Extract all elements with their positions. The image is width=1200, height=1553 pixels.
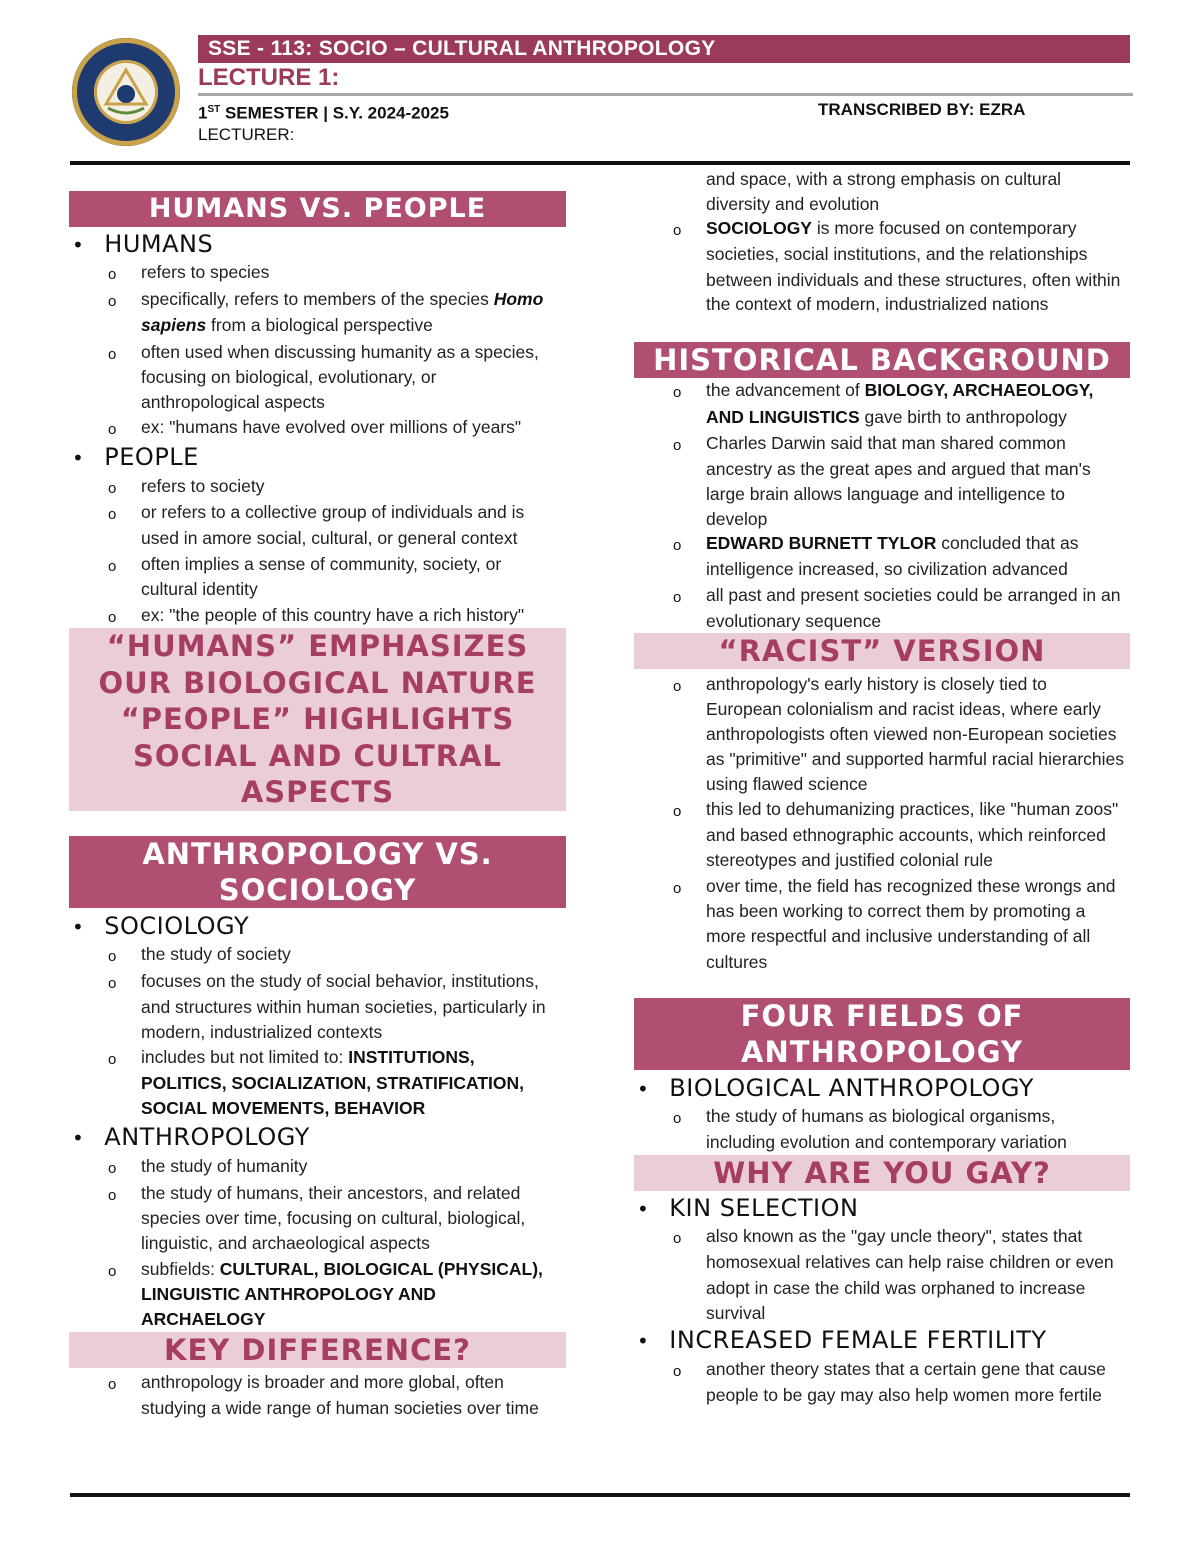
list-item [141,1257,543,1283]
header-line: ANTHROPOLOGY [741,1035,1023,1069]
circle-bullet-icon: o [108,948,117,965]
bullet-anthropology [72,1122,310,1153]
list-item: often implies a sense of community, society, or [141,554,502,574]
list-item-cont: develop [706,509,768,529]
list-item-cont: linguistic, and archaeological aspects [141,1233,430,1253]
bullet-icon: • [637,1329,650,1353]
text: specifically, refers to members of the species [141,289,494,309]
header-line: SOCIOLOGY [218,873,417,907]
lecturer-label: LECTURER: [198,125,295,144]
list-item-cont [141,1282,436,1308]
list-item-cont: using flawed science [706,774,868,794]
list-item-cont: between individuals and these structures, often within [706,270,1121,290]
bullet-label: ANTHROPOLOGY [104,1123,310,1151]
italic-term: sapiens [141,315,207,335]
list-item-cont: evolutionary sequence [706,611,882,631]
list-item-cont [141,1096,425,1122]
circle-bullet-icon: o [108,609,117,626]
circle-bullet-icon: o [108,1376,117,1393]
list-item-cont: modern, industrialized contexts [141,1022,383,1042]
bold-term: POLITICS, SOCIALIZATION, STRATIFICATION, [141,1073,525,1093]
list-item [706,378,1093,404]
circle-bullet-icon: o [108,266,117,283]
list-item-cont: and space, with a strong emphasis on cultural [706,169,1062,189]
list-item-cont: European colonialism and racist ideas, where early [706,699,1101,719]
semester-suffix: ST [207,104,221,115]
bullet-humans [72,229,213,260]
bullet-icon: • [72,915,85,939]
bold-term: INSTITUTIONS, [348,1047,475,1067]
list-item-cont: ancestry as the great apes and argued that man's [706,459,1091,479]
list-item-cont: societies, social institutions, and the relationships [706,244,1088,264]
transcriber: TRANSCRIBED BY: EZRA [818,100,1026,119]
list-item: refers to society [141,476,265,496]
text: concluded that as [936,533,1079,553]
list-item-cont: homosexual relatives can help raise children or even [706,1252,1114,1272]
list-item-cont: adopt in case the child was orphaned to increase [706,1278,1086,1298]
text: is more focused on contemporary [811,218,1077,238]
callout-line: “PEOPLE” HIGHLIGHTS [120,702,515,737]
header-divider [198,93,1133,96]
list-item: also known as the "gay uncle theory", states that [706,1226,1083,1246]
list-item-cont: the context of modern, industrialized nations [706,294,1049,314]
circle-bullet-icon: o [673,678,682,695]
bullet-label: PEOPLE [104,443,199,471]
circle-bullet-icon: o [108,1187,117,1204]
circle-bullet-icon: o [673,1230,682,1247]
list-item-cont: including evolution and contemporary variation [706,1132,1067,1152]
circle-bullet-icon: o [108,1160,117,1177]
bullet-icon: • [72,446,85,470]
bullet-biological-anthropology [637,1073,1034,1104]
section-header-anthropology-vs-sociology [69,836,566,908]
circle-bullet-icon: o [108,975,117,992]
list-item-cont: people to be gay may also help women more fertile [706,1385,1102,1405]
header-line: FOUR FIELDS OF [740,999,1024,1033]
list-item: all past and present societies could be arranged in an [706,585,1121,605]
bullet-icon: • [72,233,85,257]
circle-bullet-icon: o [673,803,682,820]
list-item: the study of humans as biological organisms, [706,1106,1056,1126]
circle-bullet-icon: o [673,537,682,554]
organization-seal-logo [72,38,180,146]
circle-bullet-icon: o [673,384,682,401]
list-item: often used when discussing humanity as a species, [141,342,539,362]
list-item-cont: and structures within human societies, particularly in [141,997,546,1017]
bold-term: SOCIAL MOVEMENTS, BEHAVIOR [141,1098,426,1118]
list-item-cont: cultures [706,952,768,972]
bottom-divider [70,1493,1130,1497]
list-item [706,216,1077,242]
bold-term: ARCHAELOGY [141,1309,266,1329]
circle-bullet-icon: o [673,1363,682,1380]
text: gave birth to anthropology [859,407,1067,427]
circle-bullet-icon: o [108,1051,117,1068]
semester-text: SEMESTER | S.Y. 2024-2025 [220,103,449,123]
list-item: focuses on the study of social behavior, institutions, [141,971,539,991]
lecture-title: LECTURE 1: [198,64,340,91]
section-header-four-fields [634,998,1130,1070]
text: subfields: [141,1259,220,1279]
circle-bullet-icon: o [108,1263,117,1280]
bullet-people [72,442,199,473]
list-item-cont [141,1071,524,1097]
text: includes but not limited to: [141,1047,349,1067]
bullet-increased-female-fertility [637,1325,1047,1356]
list-item: this led to dehumanizing practices, like "human zoos" [706,799,1119,819]
list-item: over time, the field has recognized these wrongs and [706,876,1116,896]
callout-line: ASPECTS [240,775,395,810]
handshake-emblem-icon [94,60,158,124]
list-item [141,287,543,313]
list-item: another theory states that a certain gene that cause [706,1359,1106,1379]
list-item: or refers to a collective group of individuals and is [141,502,525,522]
circle-bullet-icon: o [673,222,682,239]
list-item-cont: intelligence increased, so civilization advanced [706,559,1068,579]
list-item-cont: used in amore social, cultural, or general context [141,528,518,548]
italic-term: Homo [493,289,544,309]
callout-line: OUR BIOLOGICAL NATURE [98,665,537,700]
list-item: refers to species [141,262,270,282]
list-item-cont [141,1307,265,1333]
list-item [141,1045,475,1071]
list-item-cont: focusing on biological, evolutionary, or [141,367,437,387]
list-item-cont: cultural identity [141,579,258,599]
list-item: anthropology is broader and more global, often [141,1372,504,1392]
section-header-humans-vs-people: HUMANS VS. PEOPLE [69,191,566,227]
callout-line: “HUMANS” EMPHASIZES [106,629,529,663]
list-item-cont [706,405,1067,431]
semester-number: 1 [198,103,208,123]
list-item-cont: survival [706,1303,766,1323]
circle-bullet-icon: o [108,480,117,497]
bullet-label: SOCIOLOGY [104,912,250,940]
list-item-cont: has been working to correct them by promoting a [706,901,1086,921]
bullet-label: HUMANS [104,230,214,258]
bold-term: SOCIOLOGY [706,218,812,238]
section-header-key-difference: KEY DIFFERENCE? [69,1332,566,1368]
header-line: ANTHROPOLOGY VS. [142,837,493,871]
circle-bullet-icon: o [108,293,117,310]
bullet-label: INCREASED FEMALE FERTILITY [669,1326,1047,1354]
bold-term: BIOLOGY, ARCHAEOLOGY, [864,380,1094,400]
section-header-why: WHY ARE YOU GAY? [634,1155,1130,1191]
top-divider [70,161,1130,165]
list-item-cont: anthropologists often viewed non-European societies [706,724,1117,744]
section-header-historical-background: HISTORICAL BACKGROUND [634,342,1130,378]
bullet-icon: • [637,1077,650,1101]
bullet-icon: • [72,1126,85,1150]
bold-term: LINGUISTIC ANTHROPOLOGY AND [141,1284,436,1304]
text: from a biological perspective [206,315,433,335]
section-header-racist-version: “RACIST” VERSION [634,633,1130,669]
list-item-cont [141,313,433,339]
list-item-cont: stereotypes and justified colonial rule [706,850,993,870]
circle-bullet-icon: o [673,437,682,454]
bullet-label: KIN SELECTION [669,1194,859,1222]
list-item-cont: large brain allows language and intelligence to [706,484,1065,504]
list-item-cont: species over time, focusing on cultural, biological, [141,1208,526,1228]
course-title: SSE - 113: SOCIO – CULTURAL ANTHROPOLOGY [208,37,716,60]
list-item [706,531,1078,557]
circle-bullet-icon: o [108,346,117,363]
bullet-sociology [72,911,249,942]
bold-term: EDWARD BURNETT TYLOR [706,533,937,553]
bullet-icon: • [637,1197,650,1221]
list-item-cont: diversity and evolution [706,194,880,214]
list-item: the study of humanity [141,1156,308,1176]
list-item: the study of humans, their ancestors, and related [141,1183,521,1203]
circle-bullet-icon: o [108,506,117,523]
text: the advancement of [706,380,865,400]
callout-line: SOCIAL AND CULTRAL [132,738,503,773]
bullet-kin-selection [637,1193,858,1224]
list-item-cont: and based ethnographic accounts, which reinforced [706,825,1106,845]
bold-term: CULTURAL, BIOLOGICAL (PHYSICAL), [219,1259,543,1279]
circle-bullet-icon: o [673,1110,682,1127]
list-item: ex: "the people of this country have a rich history" [141,605,525,625]
list-item-cont: anthropological aspects [141,392,325,412]
circle-bullet-icon: o [673,880,682,897]
list-item: Charles Darwin said that man shared common [706,433,1066,453]
semester-line [198,99,449,125]
circle-bullet-icon: o [108,558,117,575]
list-item: anthropology's early history is closely tied to [706,674,1047,694]
list-item-cont: more respectful and inclusive understanding of all [706,926,1091,946]
list-item-cont: as "primitive" and supported harmful racial hierarchies [706,749,1125,769]
bullet-label: BIOLOGICAL ANTHROPOLOGY [669,1074,1034,1102]
emphasis-callout [69,628,566,811]
list-item: ex: "humans have evolved over millions of years" [141,417,522,437]
circle-bullet-icon: o [673,589,682,606]
circle-bullet-icon: o [108,421,117,438]
list-item-cont: studying a wide range of human societies over time [141,1398,539,1418]
bold-term: AND LINGUISTICS [706,407,860,427]
list-item: the study of society [141,944,291,964]
